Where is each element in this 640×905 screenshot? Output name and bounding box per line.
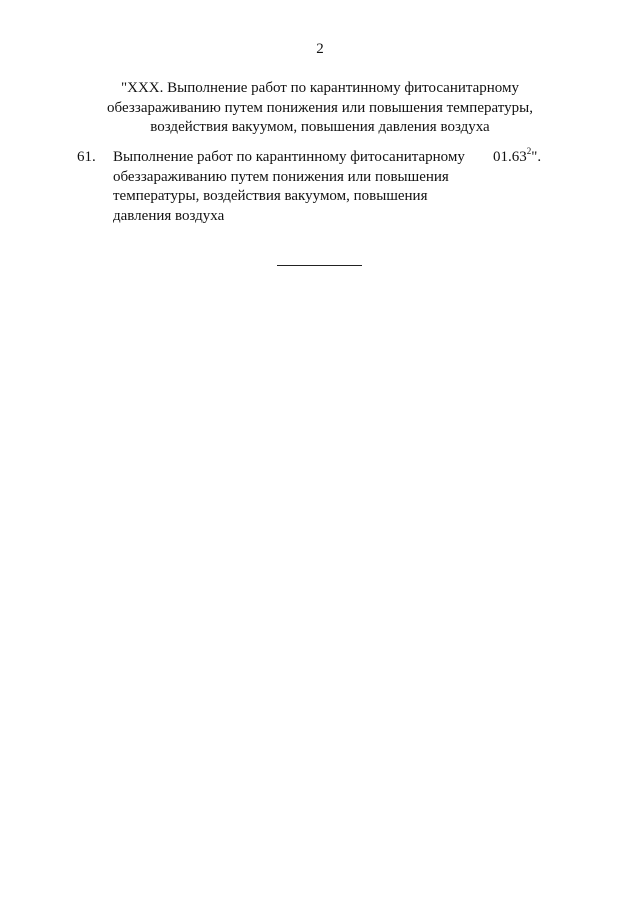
entry-number: 61. (77, 149, 96, 165)
section-heading-line: воздействия вакуумом, повышения давления воздуха (150, 119, 490, 135)
entry-code (493, 148, 541, 168)
entry-description-line: температуры, воздействия вакуумом, повышения (113, 188, 428, 204)
entry-description-line: обеззараживанию путем понижения или повышения (113, 168, 449, 185)
entry-code-value: 01.63 (493, 149, 527, 165)
entry-code-suffix: ". (531, 149, 542, 165)
page-number: 2 (316, 41, 324, 57)
entry-code-superscript: 2 (526, 146, 532, 156)
entry-description-line: давления воздуха (113, 207, 225, 224)
section-heading-line: "XXX. Выполнение работ по карантинному фитосанитарному (121, 80, 519, 96)
section-heading (70, 79, 570, 138)
entry-description (113, 148, 483, 226)
entry-description-line: Выполнение работ по карантинному фитосанитарному (113, 149, 465, 165)
end-divider (277, 265, 362, 266)
section-heading-line: обеззараживанию путем понижения или повышения температуры, (107, 99, 533, 116)
